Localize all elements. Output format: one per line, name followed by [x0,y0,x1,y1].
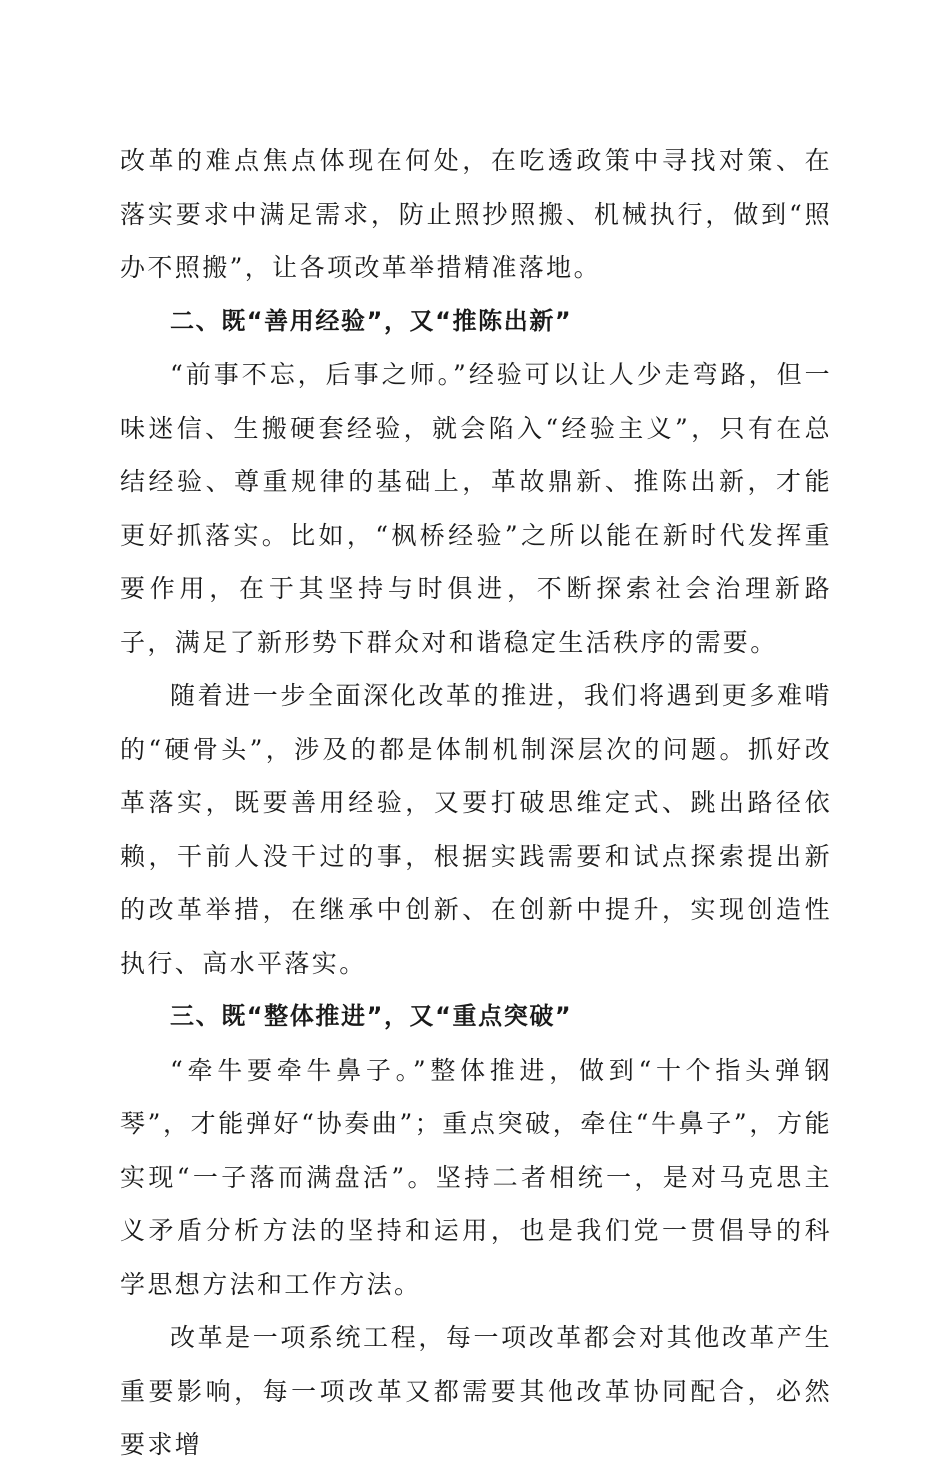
paragraph: 改革是一项系统工程，每一项改革都会对其他改革产生重要影响，每一项改革又都需要其他改革协同配合，必然要求增 [120,1323,832,1459]
paragraph-continuation: 改革的难点焦点体现在何处，在吃透政策中寻找对策、在落实要求中满足需求，防止照抄照搬、机械执行，做到“照办不照搬”，让各项改革举措精准落地。 [120,146,832,282]
document-body [120,134,832,1472]
paragraph: “前事不忘，后事之师。”经验可以让人少走弯路，但一味迷信、生搬硬套经验，就会陷入“经验主义”，只有在总结经验、尊重规律的基础上，革故鼎新、推陈出新，才能更好抓落实。比如，“枫桥经验”之所以能在新时代发挥重要作用，在于其坚持与时俱进，不断探索社会治理新路子，满足了新形势下群众对和谐稳定生活秩序的需要。 [120,360,832,657]
section-heading-3: 三、既“整体推进”，又“重点突破” [170,1002,573,1030]
paragraph: “牵牛要牵牛鼻子。”整体推进，做到“十个指头弹钢琴”，才能弹好“协奏曲”；重点突破，牵住“牛鼻子”，方能实现“一子落而满盘活”。坚持二者相统一，是对马克思主义矛盾分析方法的坚持和运用，也是我们党一贯倡导的科学思想方法和工作方法。 [120,1055,832,1299]
section-heading-2: 二、既“善用经验”，又“推陈出新” [170,306,573,335]
paragraph: 随着进一步全面深化改革的推进，我们将遇到更多难啃的“硬骨头”，涉及的都是体制机制深层次的问题。抓好改革落实，既要善用经验，又要打破思维定式、跳出路径依赖，干前人没干过的事，根据实践需要和试点探索提出新的改革举措，在继承中创新、在创新中提升，实现创造性执行、高水平落实。 [120,681,832,978]
